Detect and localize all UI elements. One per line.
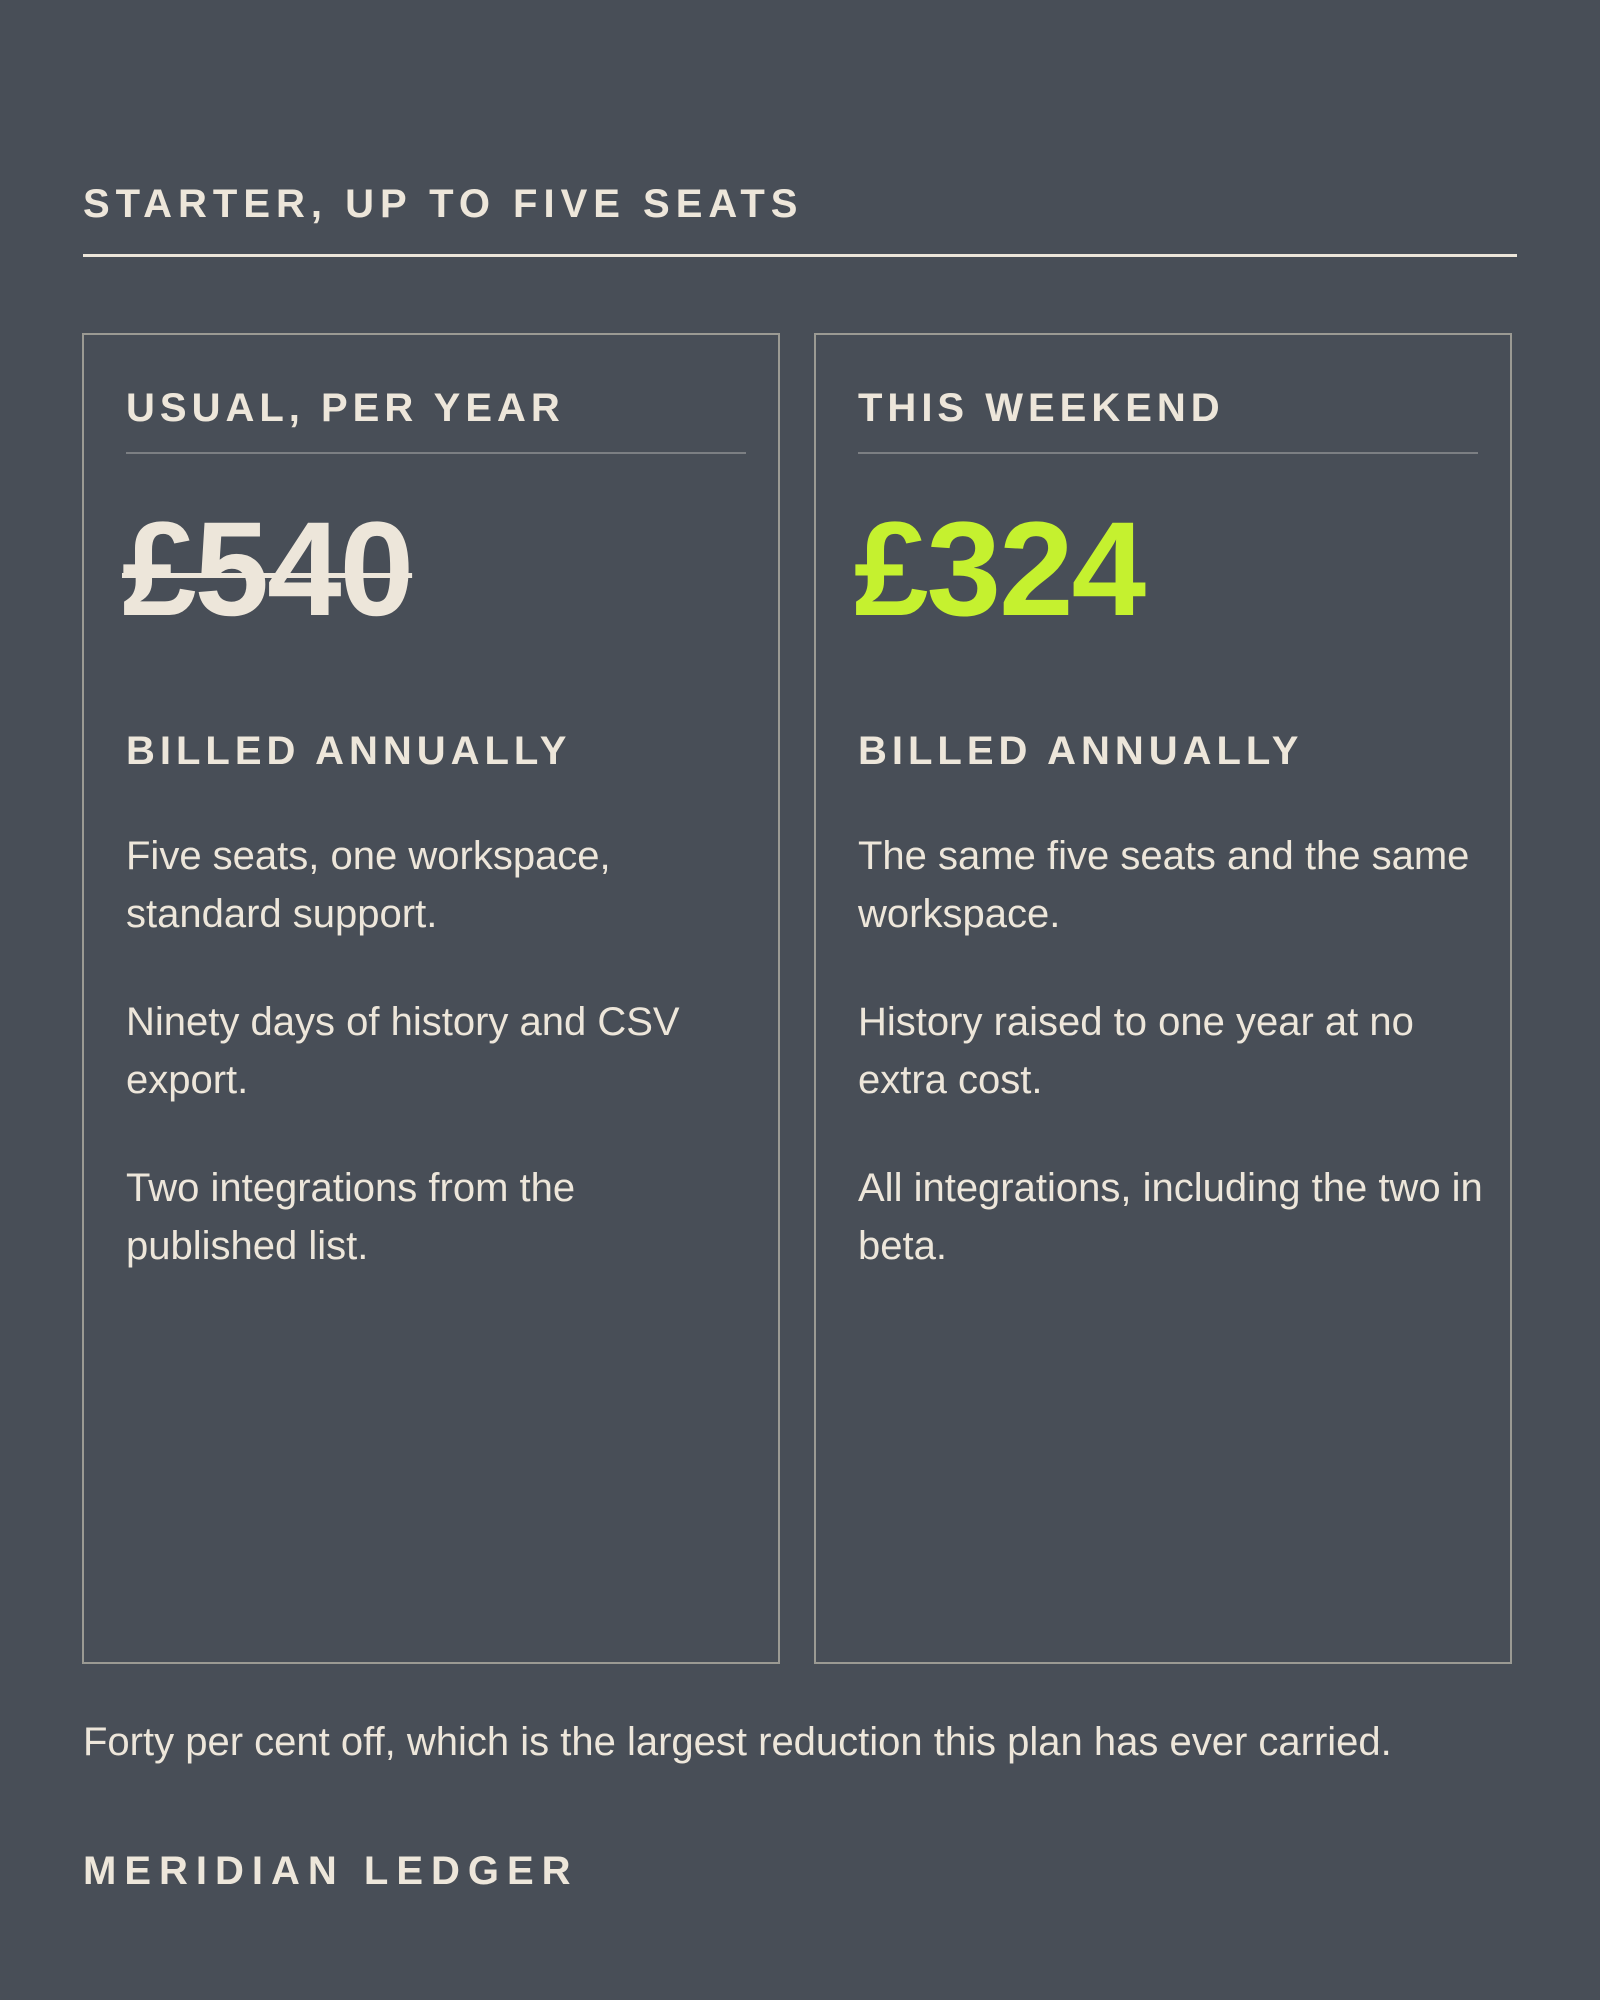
- weekend-card-divider: [858, 452, 1478, 454]
- weekend-price: £324: [854, 495, 1145, 644]
- weekend-card-label: THIS WEEKEND: [858, 386, 1225, 430]
- usual-price: £540: [122, 495, 413, 644]
- weekend-feature-item: The same five seats and the same workspace.: [858, 834, 1470, 936]
- weekend-billing-note: BILLED ANNUALLY: [858, 729, 1304, 773]
- usual-feature-list: [126, 827, 756, 1325]
- usual-feature-item: Two integrations from the published list.: [126, 1166, 576, 1268]
- usual-feature-item: Ninety days of history and CSV export.: [126, 1000, 680, 1102]
- plan-title: STARTER, UP TO FIVE SEATS: [83, 182, 804, 226]
- weekend-price-card: [814, 333, 1512, 1664]
- usual-feature-item: Five seats, one workspace, standard support.: [126, 834, 611, 936]
- weekend-feature-item: History raised to one year at no extra cost.: [858, 1000, 1414, 1102]
- brand-name: MERIDIAN LEDGER: [83, 1849, 579, 1893]
- weekend-feature-item: All integrations, including the two in beta.: [858, 1166, 1483, 1268]
- discount-footnote: Forty per cent off, which is the largest reduction this plan has ever carried.: [83, 1720, 1392, 1764]
- usual-card-label: USUAL, PER YEAR: [126, 386, 565, 430]
- usual-billing-note: BILLED ANNUALLY: [126, 729, 572, 773]
- usual-card-divider: [126, 452, 746, 454]
- plan-divider: [83, 254, 1517, 257]
- weekend-feature-list: [858, 827, 1488, 1325]
- usual-price-card: [82, 333, 780, 1664]
